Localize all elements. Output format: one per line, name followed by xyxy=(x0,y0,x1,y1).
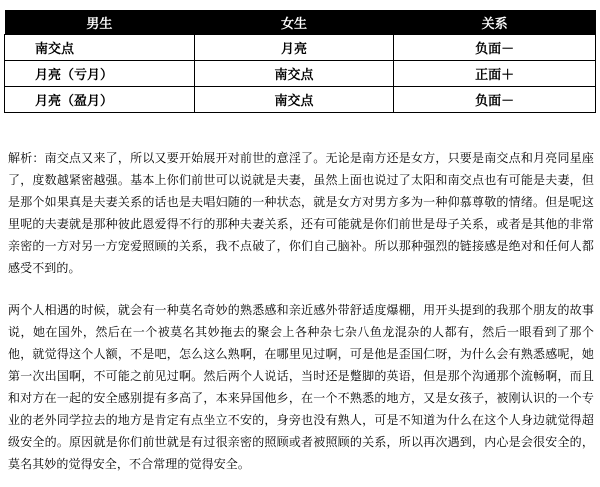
cell-relation: 正面＋ xyxy=(394,61,596,87)
cell-female: 南交点 xyxy=(194,87,394,113)
table-row xyxy=(5,61,596,87)
header-male: 男生 xyxy=(5,10,195,35)
cell-male: 月亮（亏月） xyxy=(5,61,195,87)
header-relation: 关系 xyxy=(394,10,596,35)
relationship-table xyxy=(4,10,596,113)
story-paragraph: 两个人相遇的时候，就会有一种莫名奇妙的熟悉感和亲近感外带舒适度爆棚，用开头提到的我那个朋友的故事说，她在国外，然后在一个被莫名其妙拖去的聚会上各种杂七杂八鱼龙混杂的人都有，然后一眼看到了那个他，就觉得这个人额，不是吧，怎么这么熟啊，在哪里见过啊，可是他是歪国仁呀，为什么会有熟悉感呢，她第一次出国啊，不可能之前见过啊。然后两个人说话，当时还是蹩脚的英语，但是那个沟通那个流畅啊，而且和对方在一起的安全感别提有多高了，本来异国他乡，在一个不熟悉的地方，又是女孩子，被刚认识的一个专业的老外同学拉去的地方是肯定有点坐立不安的，身旁也没有熟人，可是不知道为什么在这个人身边就觉得超级安全的。原因就是你们前世就是有过很亲密的照顾或者被照顾的关系，所以再次遇到，内心是会很安全的，莫名其妙的觉得安全，不合常理的觉得安全。 xyxy=(8,303,594,471)
cell-female: 南交点 xyxy=(194,61,394,87)
header-female: 女生 xyxy=(194,10,394,35)
cell-relation: 负面－ xyxy=(394,35,596,61)
cell-male: 月亮（盈月） xyxy=(5,87,195,113)
analysis-paragraph: 解析：南交点又来了，所以又要开始展开对前世的意淫了。无论是南方还是女方，只要是南交点和月亮同星座了，度数越紧密越强。基本上你们前世可以说就是夫妻，虽然上面也说过了太阳和南交点也有可能是夫妻，但是那个如果真是夫妻关系的话也是夫唱妇随的一种状态，就是女方对男方多为一种仰慕尊敬的情绪。但是呢这里呢的夫妻就是那种彼此恩爱得不行的那种夫妻关系，还有可能就是你们前世是母子关系，或者是其他的非常亲密的一方对另一方宠爱照顾的关系，我不点破了，你们自己脑补。所以那种强烈的链接感是绝对和任何人都感受不到的。 xyxy=(8,151,594,275)
table-header-row xyxy=(5,10,596,35)
cell-male: 南交点 xyxy=(5,35,195,61)
table-row xyxy=(5,87,596,113)
cell-relation: 负面－ xyxy=(394,87,596,113)
table-row xyxy=(5,35,596,61)
cell-female: 月亮 xyxy=(194,35,394,61)
